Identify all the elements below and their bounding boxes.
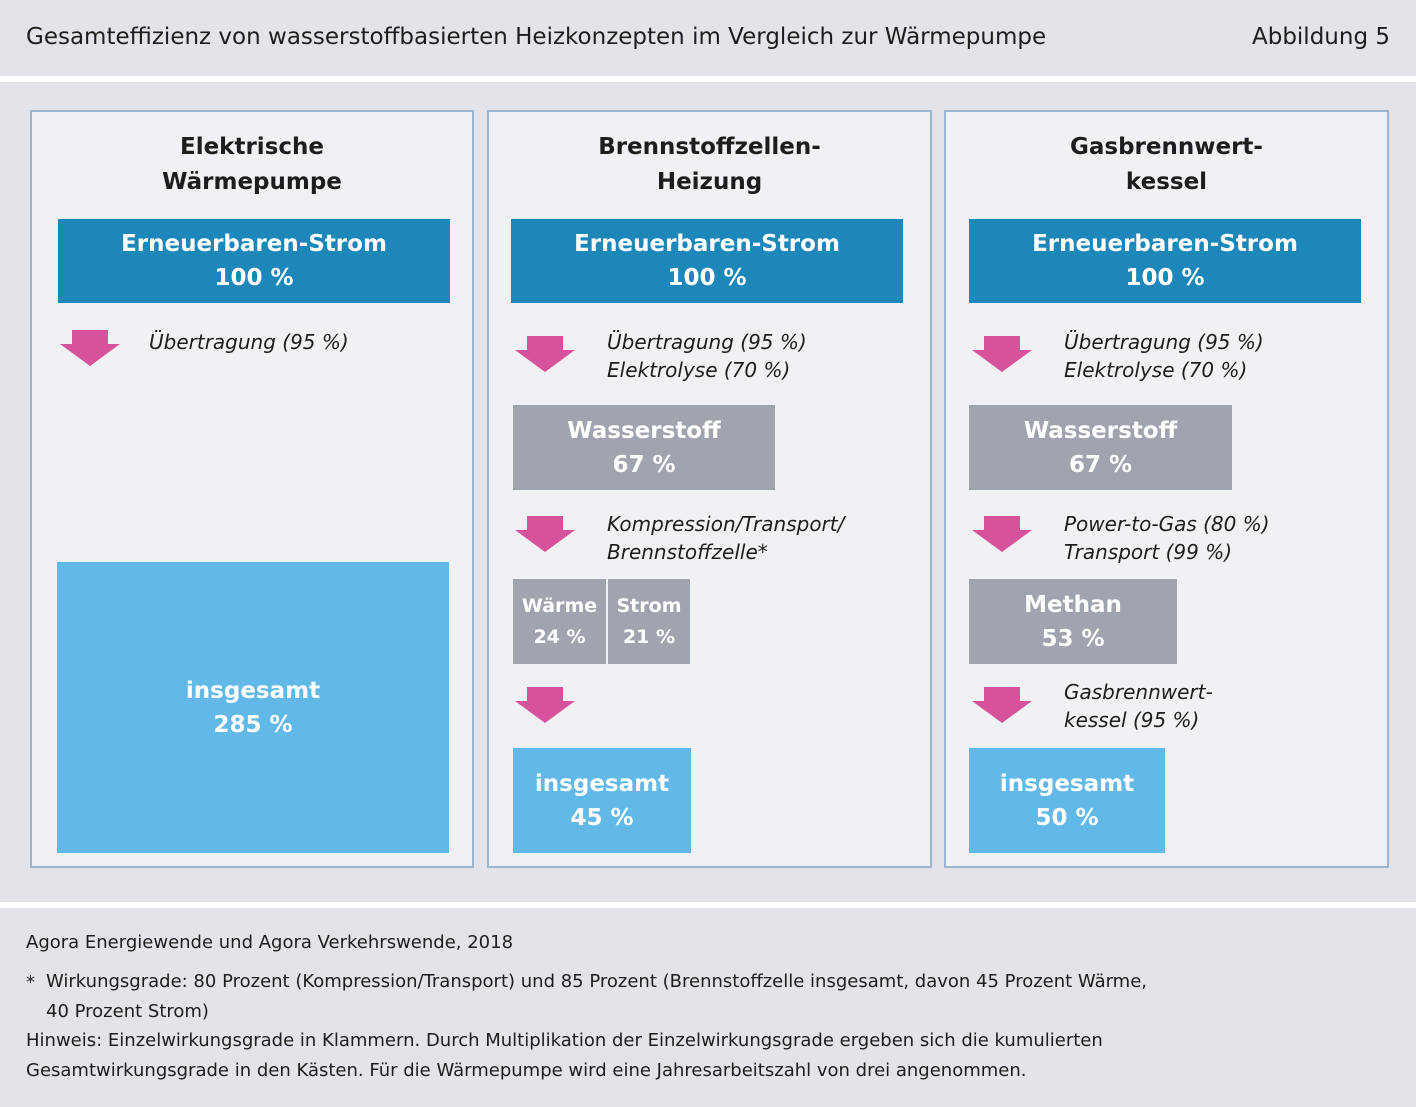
split-heat-label: Wärme: [521, 594, 598, 617]
source-label: Erneuerbaren-Strom: [121, 231, 387, 257]
total-box: [513, 748, 691, 853]
step-1-text: [149, 328, 349, 356]
hydrogen-label: Wasserstoff: [1023, 417, 1178, 444]
figure-label: Abbildung 5: [1251, 24, 1390, 50]
split-power-box: [608, 579, 690, 664]
down-arrow-icon: [515, 336, 575, 372]
total-box: [57, 562, 449, 853]
footnote-text: [46, 967, 1246, 1027]
total-value: 45 %: [570, 804, 634, 831]
hydrogen-value: 67 %: [612, 451, 676, 478]
panel-fuel-cell: [487, 110, 932, 868]
panel-heat-pump: [30, 110, 474, 868]
down-arrow-icon: [515, 687, 575, 723]
step-1-line1: Übertragung (95 %): [1064, 330, 1264, 354]
step-1-line2: Elektrolyse (70 %): [607, 358, 791, 382]
down-arrow-icon: [972, 516, 1032, 552]
header-bar: [0, 0, 1416, 76]
step-2-line1: Power-to-Gas (80 %): [1064, 512, 1270, 536]
step-1-text: [1064, 328, 1264, 384]
panel-gas-boiler: [944, 110, 1389, 868]
source-value: 100 %: [214, 265, 294, 291]
figure-title: Gesamteffizienz von wasserstoffbasierten Heizkonzepten im Vergleich zur Wärmepumpe: [26, 24, 1047, 50]
step-1-line2: Elektrolyse (70 %): [1064, 358, 1248, 382]
source-value: 100 %: [667, 265, 747, 291]
step-2-text: [1064, 510, 1270, 566]
hint-line2: Gesamtwirkungsgrade in den Kästen. Für die Wärmepumpe wird eine Jahresarbeitszahl von drei angenommen.: [26, 1060, 1027, 1081]
source-box: [58, 219, 450, 303]
panel-title-line2: Heizung: [656, 169, 763, 195]
step-1-line1: Übertragung (95 %): [149, 330, 349, 354]
footer: [0, 908, 1416, 1107]
hydrogen-label: Wasserstoff: [567, 417, 721, 444]
source-box: [511, 219, 903, 303]
source-value: 100 %: [1125, 265, 1205, 291]
hydrogen-value: 67 %: [1068, 451, 1133, 478]
total-box: [969, 748, 1165, 853]
panel-title-line2: Wärmepumpe: [162, 169, 342, 195]
split-power-label: Strom: [616, 594, 682, 617]
down-arrow-icon: [60, 330, 120, 366]
panel-title-line2: kessel: [1125, 169, 1208, 195]
step-2-line1: Kompression/Transport/: [607, 512, 845, 536]
split-heat-box: [513, 579, 606, 664]
total-label: insgesamt: [999, 770, 1135, 797]
panel-title-line1: Elektrische: [179, 134, 324, 160]
hydrogen-box: [513, 405, 775, 490]
panel-title: [489, 130, 930, 200]
step-3-text: [1064, 678, 1213, 734]
panel-title-line1: Brennstoffzellen-: [598, 134, 821, 160]
down-arrow-icon: [972, 687, 1032, 723]
methane-value: 53 %: [1041, 625, 1105, 652]
source-box: [969, 219, 1361, 303]
split-power-value: 21 %: [622, 625, 676, 648]
diagram-area: [0, 82, 1416, 902]
total-label: insgesamt: [185, 677, 321, 704]
footnote-line1: Wirkungsgrade: 80 Prozent (Kompression/Transport) und 85 Prozent (Brennstoffzelle insgesamt, davon 45 Prozent Wärme,: [46, 971, 1148, 992]
split-heat-value: 24 %: [533, 625, 586, 648]
source-note: Agora Energiewende und Agora Verkehrswende, 2018: [26, 932, 514, 953]
panel-title: [946, 130, 1387, 200]
step-2-text: [607, 510, 844, 566]
step-1-text: [607, 328, 807, 384]
down-arrow-icon: [972, 336, 1032, 372]
step-2-line2: Transport (99 %): [1064, 540, 1233, 564]
footnote-line2: 40 Prozent Strom): [46, 1001, 209, 1022]
total-label: insgesamt: [534, 770, 670, 797]
hint-line1: Hinweis: Einzelwirkungsgrade in Klammern. Durch Multiplikation der Einzelwirkungsgrade ergeben sich die kumulierten: [26, 1030, 1103, 1051]
step-1-line1: Übertragung (95 %): [607, 330, 807, 354]
step-3-line1: Gasbrennwert-: [1064, 680, 1213, 704]
hydrogen-box: [969, 405, 1232, 490]
source-label: Erneuerbaren-Strom: [574, 231, 840, 257]
source-label: Erneuerbaren-Strom: [1032, 231, 1298, 257]
footnote-mark: *: [26, 972, 35, 993]
methane-box: [969, 579, 1177, 664]
down-arrow-icon: [515, 516, 575, 552]
methane-label: Methan: [1024, 591, 1122, 618]
total-value: 285 %: [213, 711, 293, 738]
panel-title: [32, 130, 472, 200]
step-3-line2: kessel (95 %): [1064, 708, 1200, 732]
step-2-line2: Brennstoffzelle*: [607, 540, 768, 564]
total-value: 50 %: [1035, 804, 1099, 831]
panel-title-line1: Gasbrennwert-: [1070, 134, 1263, 160]
